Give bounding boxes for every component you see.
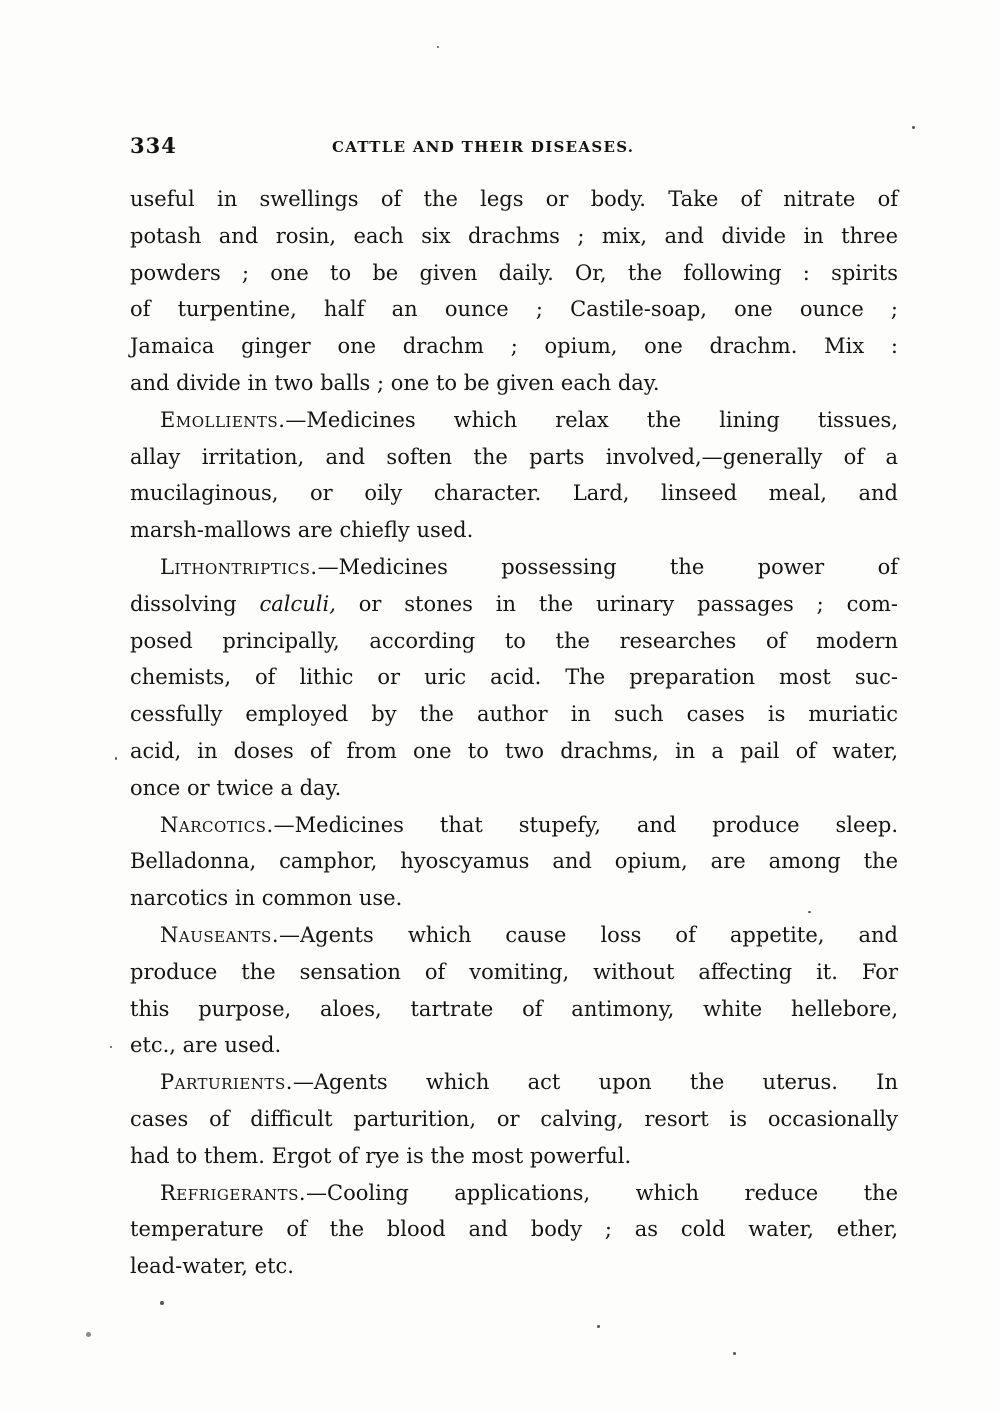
body-text <box>130 181 898 1285</box>
text-line: etc., are used. <box>130 1033 282 1058</box>
term-refrigerants: Refrigerants. <box>160 1180 307 1205</box>
text-line <box>130 402 898 439</box>
scan-speck <box>808 911 811 913</box>
term-nauseants: Nauseants. <box>160 922 279 947</box>
running-head: CATTLE AND THEIR DISEASES. <box>332 138 635 156</box>
text-line: acid, in doses of from one to two drachms, in a pail of water, <box>130 738 898 763</box>
term-lithontriptics: Lithontriptics. <box>160 554 318 579</box>
text-line <box>130 917 898 954</box>
text-line: once or twice a day. <box>130 775 342 800</box>
scan-speck <box>597 1325 600 1328</box>
text-line <box>130 549 898 586</box>
text-line: Belladonna, camphor, hyoscyamus and opium, are among the <box>130 849 898 874</box>
definition-text: —Agents which act upon the uterus. In <box>292 1070 898 1095</box>
text-line: narcotics in common use. <box>130 886 403 911</box>
text-line: had to them. Ergot of rye is the most powerful. <box>130 1143 632 1168</box>
definition-text: —Medicines possessing the power of <box>317 554 898 579</box>
text-line <box>130 807 898 844</box>
text-line: chemists, of lithic or uric acid. The preparation most suc- <box>130 665 898 690</box>
text-line <box>130 1064 898 1101</box>
page-number: 334 <box>130 133 177 158</box>
definition-text: —Cooling applications, which reduce the <box>306 1180 898 1205</box>
line-start: dissolving <box>130 591 260 616</box>
paragraph-parturients <box>130 1064 898 1174</box>
term-parturients: Parturients. <box>160 1070 293 1095</box>
scan-speck <box>110 1046 112 1048</box>
line-rest: or stones in the urinary passages ; com- <box>358 591 899 616</box>
paragraph-lithontriptics <box>130 549 898 807</box>
scan-speck <box>160 1301 164 1305</box>
text-line: produce the sensation of vomiting, without affecting it. For <box>130 959 898 984</box>
scan-speck <box>115 757 117 760</box>
text-line: of turpentine, half an ounce ; Castile-soap, one ounce ; <box>130 297 898 322</box>
term-emollients: Emollients. <box>160 407 286 432</box>
paragraph-narcotics <box>130 807 898 917</box>
text-line <box>130 1175 898 1212</box>
scan-speck <box>733 1352 736 1355</box>
definition-text: —Agents which cause loss of appetite, and <box>279 922 898 947</box>
paragraph-remedy-continued <box>130 181 898 402</box>
text-line: allay irritation, and soften the parts involved,—generally of a <box>130 444 898 469</box>
text-line: this purpose, aloes, tartrate of antimony, white hellebore, <box>130 996 898 1021</box>
text-line: Jamaica ginger one drachm ; opium, one drachm. Mix : <box>130 334 898 359</box>
text-line: cessfully employed by the author in such cases is muriatic <box>130 702 898 727</box>
text-line: lead-water, etc. <box>130 1254 294 1279</box>
text-line: useful in swellings of the legs or body. Take of nitrate of <box>130 187 898 211</box>
paragraph-nauseants <box>130 917 898 1064</box>
scan-speck <box>437 46 439 48</box>
term-narcotics: Narcotics. <box>160 812 274 837</box>
text-line: marsh-mallows are chiefly used. <box>130 518 474 543</box>
scan-speck <box>86 1332 91 1337</box>
page-header <box>130 133 898 167</box>
text-line: temperature of the blood and body ; as cold water, ether, <box>130 1217 898 1242</box>
definition-text: —Medicines which relax the lining tissues, <box>285 407 898 432</box>
paragraph-emollients <box>130 402 898 549</box>
definition-text: —Medicines that stupefy, and produce sleep. <box>273 812 898 837</box>
text-line: cases of difficult parturition, or calving, resort is occasionally <box>130 1106 898 1131</box>
text-line <box>130 586 898 623</box>
text-line: mucilaginous, or oily character. Lard, linseed meal, and <box>130 481 898 506</box>
paragraph-refrigerants <box>130 1175 898 1285</box>
scan-speck <box>912 126 915 129</box>
text-line: and divide in two balls ; one to be given each day. <box>130 370 660 395</box>
text-line: powders ; one to be given daily. Or, the following : spirits <box>130 260 898 285</box>
text-line: posed principally, according to the researches of modern <box>130 628 898 653</box>
text-line: potash and rosin, each six drachms ; mix, and divide in three <box>130 223 898 248</box>
italic-word: calculi, <box>259 591 336 616</box>
